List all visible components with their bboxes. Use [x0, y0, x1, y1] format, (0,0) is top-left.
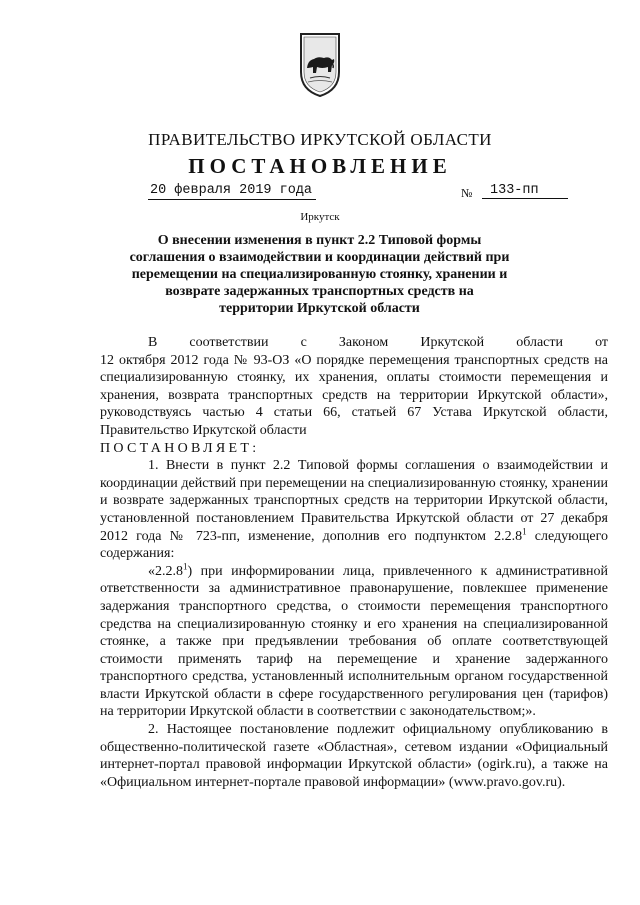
document-title: О внесении изменения в пункт 2.2 Типовой формы соглашения о взаимодействии и координации действий при перемещении на специализированную стоянку, хранении и возврате задержанных транспортных средств на территории Иркутской области	[129, 233, 510, 316]
resolves-heading: ПОСТАНОВЛЯЕТ:	[100, 440, 260, 456]
coat-of-arms-icon	[298, 32, 342, 98]
item-1-text: 1. Внести в пункт 2.2 Типовой формы соглашения о взаимодействии и координации действий при перемещении на специализированную стоянку, хранении и возврате задержанных транспортных средств на территории Иркутской области, установленной постановлением Правительства Иркутской области от 27 декабря 2012 года № 723-пп, изменение, дополнив его подпунктом 2.2.8	[100, 458, 608, 544]
item-2: 2. Настоящее постановление подлежит официальному опубликованию в общественно-политической газете «Областная», сетевом издании «Официальный интернет-портал правовой информации Иркутской области» (ogirk.ru), а также на «Официальном интернет-портале правовой информации» (www.pravo.gov.ru).	[100, 722, 608, 790]
quote-start: «2.2.8	[148, 563, 183, 579]
preamble-first-line: В соответствии с Законом Иркутской области от	[148, 335, 608, 350]
quote-superscript: 1	[183, 561, 188, 572]
document-number: 133-пп	[482, 183, 568, 199]
city: Иркутск	[300, 211, 340, 223]
item-1-text-end: следующего содержания:	[100, 528, 608, 562]
preamble-paragraph: 12 октября 2012 года № 93-ОЗ «О порядке перемещения транспортных средств на специализированную стоянку, их хранения, оплаты стоимости перемещения и хранения, возврата транспортных средств на территории Иркутской области», руководствуясь частью 4 статьи 66, статьей 67 Устава Иркутской области, Правительство Иркутской области	[100, 352, 608, 438]
item-1-superscript: 1	[522, 525, 527, 536]
quote-text: ) при информировании лица, привлеченного к административной ответственности за административное правонарушение, повлекшее применение задержания транспортного средства, о стоимости перемещения транспортного средства на специализированную стоянку и его хранения на специализированной стоянке, а также при предъявлении требования об оплате соответствующей стоимости применять тариф на перемещение и хранение задержанного транспортного средства, установленный исполнительным органом государственной власти Иркутской области в сфере государственного регулирования цен (тарифов) на территории Иркутской области в соответствии с законодательством;».	[100, 563, 608, 720]
quoted-subclause	[100, 563, 608, 721]
item-1	[100, 457, 608, 563]
document-type: ПОСТАНОВЛЕНИЕ	[188, 154, 452, 178]
document-body	[100, 334, 608, 791]
document-date: 20 февраля 2019 года	[148, 183, 316, 200]
government-name: ПРАВИТЕЛЬСТВО ИРКУТСКОЙ ОБЛАСТИ	[148, 130, 492, 149]
number-sign: №	[461, 186, 473, 200]
